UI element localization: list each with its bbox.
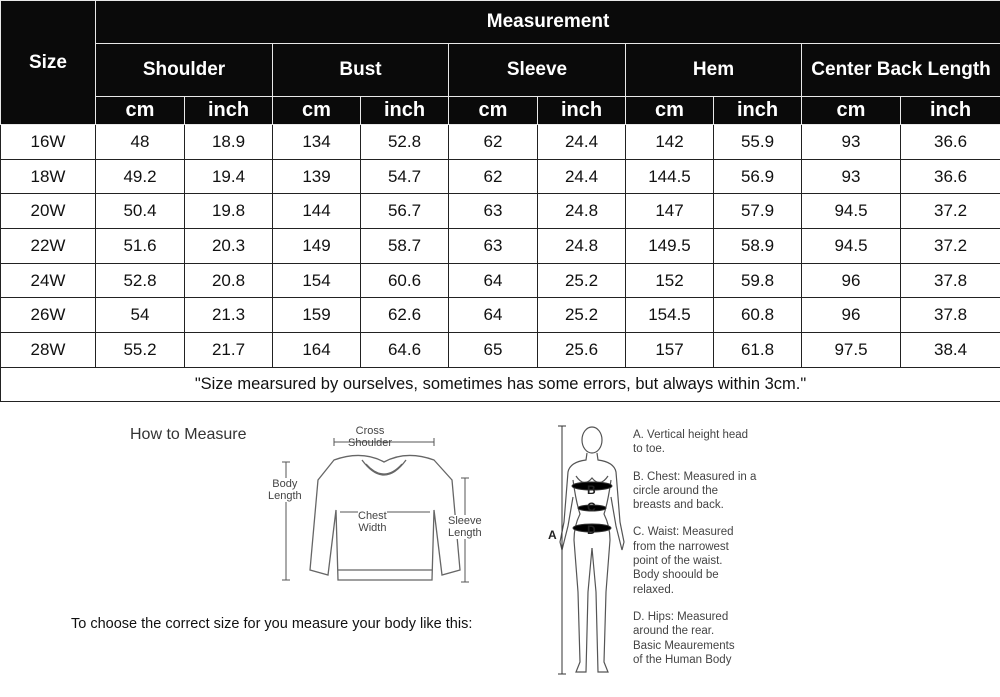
measurement-cell: 96 — [802, 263, 901, 298]
figure-letter-b: B — [587, 483, 596, 497]
measurement-cell: 164 — [273, 333, 361, 368]
measurement-cell: 24.8 — [538, 229, 626, 264]
measurement-cell: 51.6 — [96, 229, 185, 264]
measurement-cell: 36.6 — [901, 159, 1000, 194]
measurement-cell: 37.8 — [901, 298, 1000, 333]
measurement-cell: 62 — [449, 159, 538, 194]
unit-header: cm — [802, 97, 901, 125]
measurement-cell: 61.8 — [714, 333, 802, 368]
measurement-cell: 154.5 — [626, 298, 714, 333]
measurement-cell: 64 — [449, 298, 538, 333]
human-body-illustration — [540, 422, 630, 692]
cross-shoulder-label: Cross Shoulder — [348, 425, 393, 449]
measurement-cell: 63 — [449, 194, 538, 229]
measurement-cell: 36.6 — [901, 125, 1000, 160]
measurement-cell: 144 — [273, 194, 361, 229]
measurement-cell: 62 — [449, 125, 538, 160]
unit-header: inch — [538, 97, 626, 125]
measurement-cell: 25.6 — [538, 333, 626, 368]
chest-width-label: Chest Width — [358, 510, 387, 534]
unit-header: inch — [714, 97, 802, 125]
measurement-cell: 55.9 — [714, 125, 802, 160]
body-measurement-notes — [633, 428, 803, 668]
unit-header: cm — [449, 97, 538, 125]
figure-letter-c: C — [587, 500, 596, 514]
measurement-cell: 25.2 — [538, 263, 626, 298]
measurement-note: "Size mearsured by ourselves, sometimes has some errors, but always within 3cm." — [1, 367, 1000, 401]
measurement-cell: 24.4 — [538, 125, 626, 160]
size-cell: 28W — [1, 333, 96, 368]
measurement-cell: 93 — [802, 159, 901, 194]
measurement-cell: 60.8 — [714, 298, 802, 333]
figure-letter-a: A — [548, 528, 557, 542]
measurement-cell: 62.6 — [361, 298, 449, 333]
unit-header: inch — [185, 97, 273, 125]
table-row — [1, 194, 1000, 229]
measurement-cell: 60.6 — [361, 263, 449, 298]
measurement-cell: 21.7 — [185, 333, 273, 368]
note-waist: C. Waist: Measured from the narrowest point of the waist. Body shoould be relaxed. — [633, 526, 734, 596]
measurement-cell: 37.2 — [901, 194, 1000, 229]
measurement-cell: 54 — [96, 298, 185, 333]
measurement-cell: 19.8 — [185, 194, 273, 229]
sleeve-length-label: Sleeve Length — [448, 515, 482, 539]
measurement-cell: 37.8 — [901, 263, 1000, 298]
choose-size-instruction: To choose the correct size for you measure your body like this: — [71, 616, 473, 632]
measurement-cell: 59.8 — [714, 263, 802, 298]
table-row — [1, 159, 1000, 194]
measurement-cell: 96 — [802, 298, 901, 333]
group-header-center-back-length: Center Back Length — [802, 44, 1000, 97]
measurement-cell: 144.5 — [626, 159, 714, 194]
measurement-cell: 64.6 — [361, 333, 449, 368]
measurement-cell: 57.9 — [714, 194, 802, 229]
measurement-cell: 56.9 — [714, 159, 802, 194]
unit-header: inch — [901, 97, 1000, 125]
group-header-shoulder: Shoulder — [96, 44, 273, 97]
note-hips: D. Hips: Measured around the rear. Basic Meaurements of the Human Body — [633, 610, 735, 666]
measurement-header: Measurement — [96, 1, 1000, 44]
size-cell: 16W — [1, 125, 96, 160]
measurement-cell: 65 — [449, 333, 538, 368]
measurement-cell: 149 — [273, 229, 361, 264]
measurement-cell: 48 — [96, 125, 185, 160]
measurement-cell: 58.7 — [361, 229, 449, 264]
size-cell: 18W — [1, 159, 96, 194]
measurement-cell: 93 — [802, 125, 901, 160]
measurement-cell: 20.3 — [185, 229, 273, 264]
size-cell: 20W — [1, 194, 96, 229]
note-chest: B. Chest: Measured in a circle around the breasts and back. — [633, 470, 757, 512]
measurement-cell: 142 — [626, 125, 714, 160]
group-header-sleeve: Sleeve — [449, 44, 626, 97]
measurement-cell: 25.2 — [538, 298, 626, 333]
measurement-cell: 154 — [273, 263, 361, 298]
measurement-cell: 50.4 — [96, 194, 185, 229]
measurement-cell: 19.4 — [185, 159, 273, 194]
measurement-cell: 52.8 — [96, 263, 185, 298]
measurement-cell: 159 — [273, 298, 361, 333]
measurement-cell: 52.8 — [361, 125, 449, 160]
group-header-bust: Bust — [273, 44, 449, 97]
measurement-cell: 134 — [273, 125, 361, 160]
measurement-cell: 24.4 — [538, 159, 626, 194]
measurement-cell: 20.8 — [185, 263, 273, 298]
measurement-cell: 38.4 — [901, 333, 1000, 368]
measurement-cell: 21.3 — [185, 298, 273, 333]
size-column-header: Size — [1, 1, 96, 125]
measurement-cell: 157 — [626, 333, 714, 368]
measurement-cell: 94.5 — [802, 229, 901, 264]
table-row — [1, 298, 1000, 333]
measurement-cell: 54.7 — [361, 159, 449, 194]
table-row — [1, 125, 1000, 160]
size-cell: 22W — [1, 229, 96, 264]
unit-header: cm — [96, 97, 185, 125]
unit-header: cm — [626, 97, 714, 125]
measurement-cell: 18.9 — [185, 125, 273, 160]
group-header-hem: Hem — [626, 44, 802, 97]
measurement-cell: 94.5 — [802, 194, 901, 229]
measurement-cell: 63 — [449, 229, 538, 264]
size-cell: 24W — [1, 263, 96, 298]
measurement-cell: 152 — [626, 263, 714, 298]
table-row — [1, 333, 1000, 368]
body-length-label: Body Length — [268, 478, 302, 502]
table-row — [1, 229, 1000, 264]
figure-letter-d: D — [587, 523, 596, 537]
measurement-cell: 149.5 — [626, 229, 714, 264]
measurement-cell: 58.9 — [714, 229, 802, 264]
measurement-cell: 55.2 — [96, 333, 185, 368]
measurement-cell: 147 — [626, 194, 714, 229]
how-to-measure-title: How to Measure — [130, 426, 247, 443]
measurement-cell: 24.8 — [538, 194, 626, 229]
unit-header: inch — [361, 97, 449, 125]
note-height: A. Vertical height head to toe. — [633, 429, 749, 456]
measurement-cell: 97.5 — [802, 333, 901, 368]
garment-diagram — [262, 420, 507, 605]
body-diagram — [540, 422, 630, 692]
measurement-cell: 64 — [449, 263, 538, 298]
measurement-cell: 49.2 — [96, 159, 185, 194]
measurement-cell: 56.7 — [361, 194, 449, 229]
unit-header: cm — [273, 97, 361, 125]
table-row — [1, 263, 1000, 298]
measurement-cell: 37.2 — [901, 229, 1000, 264]
size-cell: 26W — [1, 298, 96, 333]
measurement-cell: 139 — [273, 159, 361, 194]
